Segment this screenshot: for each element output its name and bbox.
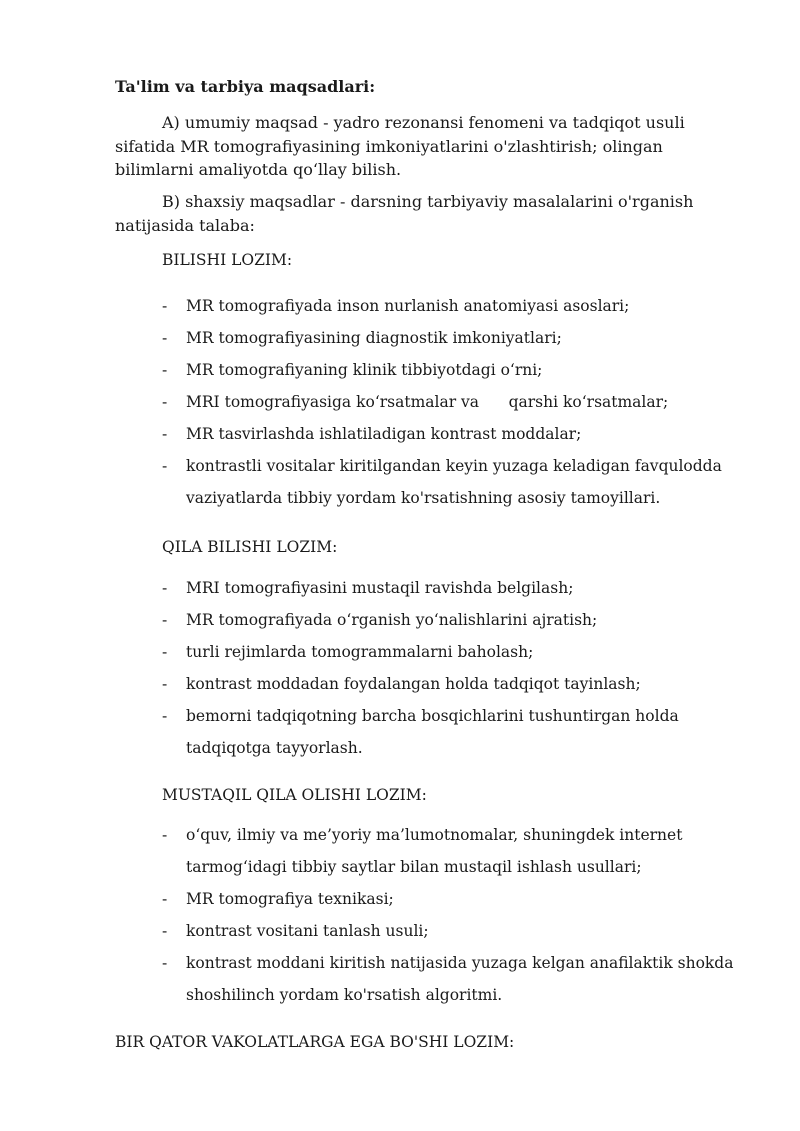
section-heading: Ta'lim va tarbiya maqsadlari: — [115, 77, 376, 96]
dash-bullet: - — [162, 579, 168, 597]
dash-bullet: - — [162, 826, 168, 844]
list-item-text: kontrast moddadan foydalangan holda tadqiqot tayinlash; — [186, 675, 641, 693]
list-item — [162, 948, 742, 1011]
must-know-label: BILISHI LOZIM: — [162, 251, 293, 269]
dash-bullet: - — [162, 457, 168, 475]
dash-bullet: - — [162, 425, 168, 443]
list-item — [162, 669, 742, 701]
list-item — [162, 291, 742, 323]
list-item-text: MR tomografiyasining diagnostik imkoniyatlari; — [186, 329, 562, 347]
dash-bullet: - — [162, 297, 168, 315]
list-item-text: MRI tomografiyasini mustaqil ravishda belgilash; — [186, 579, 574, 597]
list-item-text: MRI tomografiyasiga ko‘rsatmalar va qarshi ko‘rsatmalar; — [186, 393, 669, 411]
list-item — [162, 916, 742, 948]
list-item — [162, 323, 742, 355]
list-item — [162, 884, 742, 916]
list-item-text: kontrastli vositalar kiritilgandan keyin yuzaga keladigan favqulodda vaziyatlarda tibbiy yordam ko'rsatishning asosiy tamoyillari. — [186, 457, 722, 507]
list-item — [162, 419, 742, 451]
list-item-text: o‘quv, ilmiy va me’yoriy ma’lumotnomalar, shuningdek internet tarmog‘idagi tibbiy saytlar bilan mustaqil ishlash usullari; — [186, 826, 683, 876]
dash-bullet: - — [162, 393, 168, 411]
list-item — [162, 701, 742, 764]
list-item-text: kontrast vositani tanlash usuli; — [186, 922, 429, 940]
dash-bullet: - — [162, 707, 168, 725]
list-item-text: MR tasvirlashda ishlatiladigan kontrast moddalar; — [186, 425, 582, 443]
dash-bullet: - — [162, 329, 168, 347]
dash-bullet: - — [162, 361, 168, 379]
list-item-text: kontrast moddani kiritish natijasida yuzaga kelgan anafilaktik shokda shoshilinch yordam ko'rsatish algoritmi. — [186, 954, 734, 1004]
list-item-text: MR tomografiyada inson nurlanish anatomiyasi asoslari; — [186, 297, 630, 315]
list-item — [162, 637, 742, 669]
list-item — [162, 451, 742, 514]
general-goal-paragraph: A) umumiy maqsad - yadro rezonansi fenomeni va tadqiqot usuli sifatida MR tomografiyasining imkoniyatlarini o'zlashtirish; olingan bilimlarni amaliyotda qo‘llay bilish. — [115, 113, 685, 179]
must-be-able-label: QILA BILISHI LOZIM: — [162, 538, 338, 556]
list-item — [162, 387, 742, 419]
list-item-text: bemorni tadqiqotning barcha bosqichlarini tushuntirgan holda tadqiqotga tayyorlash. — [186, 707, 679, 757]
dash-bullet: - — [162, 890, 168, 908]
list-item-text: MR tomografiyaning klinik tibbiyotdagi o‘rni; — [186, 361, 543, 379]
must-do-independently-label: MUSTAQIL QILA OLISHI LOZIM: — [162, 786, 427, 804]
dash-bullet: - — [162, 611, 168, 629]
list-item — [162, 820, 742, 883]
dash-bullet: - — [162, 954, 168, 972]
list-item-text: turli rejimlarda tomogrammalarni baholash; — [186, 643, 534, 661]
list-item — [162, 355, 742, 387]
list-item — [162, 605, 742, 637]
dash-bullet: - — [162, 922, 168, 940]
list-item-text: MR tomografiyada o‘rganish yo‘nalishlarini ajratish; — [186, 611, 598, 629]
personal-goals-paragraph: B) shaxsiy maqsadlar - darsning tarbiyaviy masalalarini o'rganish natijasida talaba: — [115, 192, 694, 235]
list-item — [162, 573, 742, 605]
list-item-text: MR tomografiya texnikasi; — [186, 890, 394, 908]
dash-bullet: - — [162, 643, 168, 661]
dash-bullet: - — [162, 675, 168, 693]
competencies-label: BIR QATOR VAKOLATLARGA EGA BO'SHI LOZIM: — [115, 1033, 515, 1051]
